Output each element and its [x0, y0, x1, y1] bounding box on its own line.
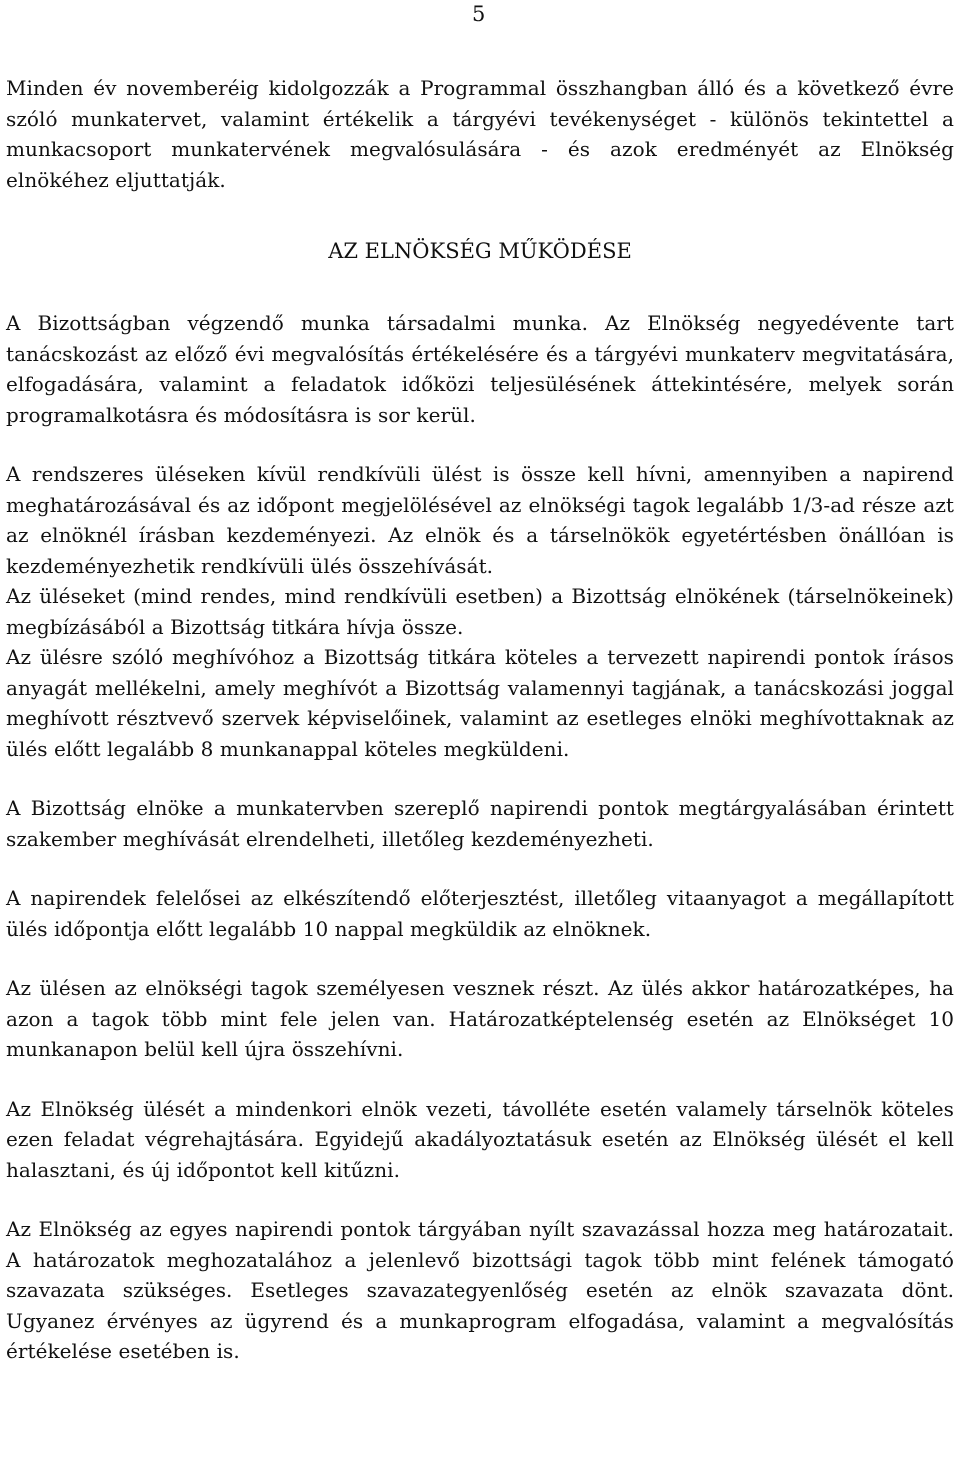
paragraph-extraordinary-meeting: A rendszeres üléseken kívül rendkívüli ülést is össze kell hívni, amennyiben a napirend meghatározásával és az időpont megjelölésével az elnökségi tagok legalább 1/3-ad része azt az elnöknél írásban kezdeményezi. Az elnök és a társelnökök egyetértésben önállóan is kezdeményezhetik rendkívüli ülés összehívását. [6, 462, 954, 578]
paragraph-meeting-convening: Az üléseket (mind rendes, mind rendkívüli esetben) a Bizottság elnökének (társelnökeinek) megbízásából a Bizottság titkára hívja össze. [6, 584, 954, 639]
paragraph-expert-invitation: A Bizottság elnöke a munkatervben szereplő napirendi pontok megtárgyalásában érintett szakember meghívását elrendelheti, illetőleg kezdeményezheti. [6, 796, 954, 851]
document-body [6, 73, 954, 1367]
paragraph-invitation: Az ülésre szóló meghívóhoz a Bizottság titkára köteles a tervezett napirendi pontok írásos anyagát mellékelni, amely meghívót a Bizottság valamennyi tagjának, a tanácskozási joggal meghívott résztvevő szervek képviselőinek, valamint az esetleges elnöki meghívottaknak az ülés előtt legalább 8 munkanappal köteles megküldeni. [6, 645, 954, 761]
intro-paragraph: Minden év novemberéig kidolgozzák a Programmal összhangban álló és a következő évre szóló munkatervet, valamint értékelik a tárgyévi tevékenységet - különös tekintettel a munkacsoport munkatervének megvalósulására - és azok eredményét az Elnökség elnökéhez eljuttatják. [6, 76, 954, 192]
page-number: 5 [472, 2, 486, 26]
paragraph-quorum: Az ülésen az elnökségi tagok személyesen vesznek részt. Az ülés akkor határozatképes, ha azon a tagok több mint fele jelen van. Határozatképtelenség esetén az Elnökséget 10 munkanapon belül kell újra összehívni. [6, 976, 954, 1061]
paragraph-chairing: Az Elnökség ülését a mindenkori elnök vezeti, távolléte esetén valamely társelnök köteles ezen feladat végrehajtására. Egyidejű akadályoztatásuk esetén az Elnökség ülését el kell halasztani, és új időpontot kell kitűzni. [6, 1096, 954, 1182]
paragraph-voting: Az Elnökség az egyes napirendi pontok tárgyában nyílt szavazással hozza meg határozatait. A határozatok meghozatalához a jelenlevő bizottsági tagok több mint felének támogató szavazata szükséges. Esetleges szavazategyenlőség esetén az elnök szavazata dönt. Ugyanez érvényes az ügyrend és a munkaprogram elfogadása, valamint a megvalósítás értékelése esetében is. [6, 1217, 954, 1363]
section-heading: AZ ELNÖKSÉG MŰKÖDÉSE [328, 239, 632, 263]
paragraph-social-work: A Bizottságban végzendő munka társadalmi munka. Az Elnökség negyedévente tart tanácskozást az előző évi megvalósítás értékelésére és a tárgyévi munkaterv megvitatására, elfogadására, valamint a feladatok időközi teljesülésének áttekintésére, melyek során programalkotásra és módosításra is sor kerül. [6, 311, 954, 427]
paragraph-agenda-responsibles: A napirendek felelősei az elkészítendő előterjesztést, illetőleg vitaanyagot a megállapított ülés időpontja előtt legalább 10 nappal megküldik az elnöknek. [6, 886, 954, 941]
